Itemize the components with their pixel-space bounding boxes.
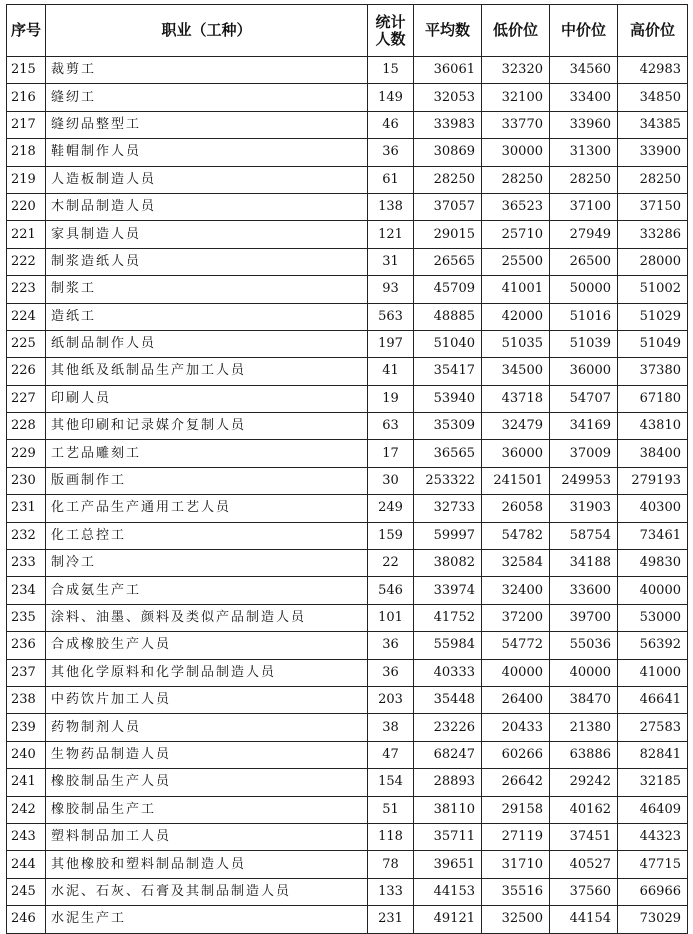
cell-occupation: 橡胶制品生产工 <box>46 796 368 823</box>
cell-count: 30 <box>368 467 414 494</box>
cell-low: 37200 <box>482 604 550 631</box>
cell-seq: 243 <box>7 823 46 850</box>
cell-low: 20433 <box>482 714 550 741</box>
cell-seq: 246 <box>7 906 46 933</box>
cell-count: 203 <box>368 686 414 713</box>
cell-seq: 223 <box>7 276 46 303</box>
cell-count: 19 <box>368 385 414 412</box>
table-row <box>7 276 688 303</box>
cell-count: 133 <box>368 878 414 905</box>
cell-count: 101 <box>368 604 414 631</box>
cell-seq: 244 <box>7 851 46 878</box>
table-row <box>7 714 688 741</box>
cell-mid: 40162 <box>550 796 618 823</box>
cell-seq: 233 <box>7 550 46 577</box>
cell-low: 32584 <box>482 550 550 577</box>
table-row <box>7 522 688 549</box>
cell-mid: 44154 <box>550 906 618 933</box>
cell-low: 42000 <box>482 303 550 330</box>
cell-low: 241501 <box>482 467 550 494</box>
cell-occupation: 化工总控工 <box>46 522 368 549</box>
cell-count: 47 <box>368 741 414 768</box>
table-row <box>7 84 688 111</box>
cell-avg: 38110 <box>414 796 482 823</box>
header-high: 高价位 <box>618 5 688 57</box>
table-row <box>7 166 688 193</box>
cell-occupation: 家具制造人员 <box>46 221 368 248</box>
cell-occupation: 涂料、油墨、颜料及类似产品制造人员 <box>46 604 368 631</box>
cell-occupation: 工艺品雕刻工 <box>46 440 368 467</box>
cell-high: 46641 <box>618 686 688 713</box>
cell-avg: 39651 <box>414 851 482 878</box>
cell-occupation: 其他纸及纸制品生产加工人员 <box>46 358 368 385</box>
cell-high: 49830 <box>618 550 688 577</box>
cell-count: 36 <box>368 139 414 166</box>
cell-seq: 230 <box>7 467 46 494</box>
cell-seq: 242 <box>7 796 46 823</box>
cell-occupation: 制浆造纸人员 <box>46 248 368 275</box>
cell-occupation: 生物药品制造人员 <box>46 741 368 768</box>
cell-low: 41001 <box>482 276 550 303</box>
cell-count: 38 <box>368 714 414 741</box>
cell-low: 30000 <box>482 139 550 166</box>
cell-low: 25710 <box>482 221 550 248</box>
cell-low: 28250 <box>482 166 550 193</box>
cell-mid: 26500 <box>550 248 618 275</box>
cell-mid: 50000 <box>550 276 618 303</box>
cell-mid: 34188 <box>550 550 618 577</box>
cell-avg: 28250 <box>414 166 482 193</box>
cell-avg: 41752 <box>414 604 482 631</box>
cell-mid: 21380 <box>550 714 618 741</box>
cell-high: 41000 <box>618 659 688 686</box>
table-row <box>7 906 688 933</box>
cell-avg: 68247 <box>414 741 482 768</box>
cell-low: 54772 <box>482 632 550 659</box>
cell-avg: 23226 <box>414 714 482 741</box>
cell-occupation: 合成氨生产工 <box>46 577 368 604</box>
cell-avg: 36565 <box>414 440 482 467</box>
cell-avg: 32733 <box>414 495 482 522</box>
cell-high: 73461 <box>618 522 688 549</box>
cell-mid: 27949 <box>550 221 618 248</box>
cell-count: 15 <box>368 57 414 84</box>
cell-high: 56392 <box>618 632 688 659</box>
cell-mid: 33600 <box>550 577 618 604</box>
header-count: 统计人数 <box>368 5 414 57</box>
cell-avg: 32053 <box>414 84 482 111</box>
cell-count: 93 <box>368 276 414 303</box>
table-row <box>7 796 688 823</box>
cell-high: 33286 <box>618 221 688 248</box>
salary-table <box>6 4 688 934</box>
cell-avg: 37057 <box>414 193 482 220</box>
cell-seq: 235 <box>7 604 46 631</box>
cell-high: 66966 <box>618 878 688 905</box>
cell-occupation: 化工产品生产通用工艺人员 <box>46 495 368 522</box>
header-row <box>7 5 688 57</box>
table-body <box>7 57 688 934</box>
cell-high: 53000 <box>618 604 688 631</box>
cell-mid: 34560 <box>550 57 618 84</box>
table-row <box>7 385 688 412</box>
cell-occupation: 缝纫品整型工 <box>46 111 368 138</box>
cell-mid: 28250 <box>550 166 618 193</box>
cell-high: 33900 <box>618 139 688 166</box>
cell-low: 27119 <box>482 823 550 850</box>
cell-high: 279193 <box>618 467 688 494</box>
table-row <box>7 193 688 220</box>
cell-mid: 39700 <box>550 604 618 631</box>
cell-low: 51035 <box>482 330 550 357</box>
cell-seq: 225 <box>7 330 46 357</box>
cell-count: 231 <box>368 906 414 933</box>
cell-count: 51 <box>368 796 414 823</box>
cell-high: 27583 <box>618 714 688 741</box>
table-row <box>7 111 688 138</box>
cell-seq: 236 <box>7 632 46 659</box>
cell-occupation: 人造板制造人员 <box>46 166 368 193</box>
header-low: 低价位 <box>482 5 550 57</box>
cell-seq: 216 <box>7 84 46 111</box>
cell-avg: 33983 <box>414 111 482 138</box>
cell-occupation: 塑料制品加工人员 <box>46 823 368 850</box>
cell-seq: 239 <box>7 714 46 741</box>
cell-seq: 238 <box>7 686 46 713</box>
cell-high: 32185 <box>618 769 688 796</box>
cell-low: 36523 <box>482 193 550 220</box>
cell-mid: 51039 <box>550 330 618 357</box>
cell-count: 17 <box>368 440 414 467</box>
cell-seq: 219 <box>7 166 46 193</box>
cell-high: 42983 <box>618 57 688 84</box>
cell-avg: 59997 <box>414 522 482 549</box>
cell-mid: 29242 <box>550 769 618 796</box>
cell-occupation: 缝纫工 <box>46 84 368 111</box>
table-row <box>7 823 688 850</box>
table-row <box>7 139 688 166</box>
cell-high: 51049 <box>618 330 688 357</box>
cell-seq: 231 <box>7 495 46 522</box>
cell-occupation: 制冷工 <box>46 550 368 577</box>
cell-occupation: 裁剪工 <box>46 57 368 84</box>
cell-low: 40000 <box>482 659 550 686</box>
cell-occupation: 造纸工 <box>46 303 368 330</box>
cell-seq: 228 <box>7 413 46 440</box>
cell-avg: 45709 <box>414 276 482 303</box>
cell-mid: 54707 <box>550 385 618 412</box>
cell-low: 31710 <box>482 851 550 878</box>
cell-low: 36000 <box>482 440 550 467</box>
cell-avg: 29015 <box>414 221 482 248</box>
cell-seq: 226 <box>7 358 46 385</box>
cell-mid: 33400 <box>550 84 618 111</box>
header-occupation: 职业（工种） <box>46 5 368 57</box>
cell-low: 29158 <box>482 796 550 823</box>
cell-avg: 26565 <box>414 248 482 275</box>
cell-occupation: 印刷人员 <box>46 385 368 412</box>
cell-avg: 55984 <box>414 632 482 659</box>
cell-count: 61 <box>368 166 414 193</box>
cell-avg: 35711 <box>414 823 482 850</box>
cell-count: 22 <box>368 550 414 577</box>
cell-count: 121 <box>368 221 414 248</box>
cell-low: 26400 <box>482 686 550 713</box>
cell-high: 34850 <box>618 84 688 111</box>
cell-avg: 51040 <box>414 330 482 357</box>
cell-count: 31 <box>368 248 414 275</box>
cell-seq: 220 <box>7 193 46 220</box>
cell-seq: 217 <box>7 111 46 138</box>
cell-occupation: 橡胶制品生产人员 <box>46 769 368 796</box>
cell-low: 34500 <box>482 358 550 385</box>
cell-mid: 37100 <box>550 193 618 220</box>
cell-count: 546 <box>368 577 414 604</box>
cell-low: 54782 <box>482 522 550 549</box>
cell-high: 43810 <box>618 413 688 440</box>
table-row <box>7 741 688 768</box>
cell-avg: 28893 <box>414 769 482 796</box>
cell-high: 51002 <box>618 276 688 303</box>
cell-low: 32500 <box>482 906 550 933</box>
cell-avg: 38082 <box>414 550 482 577</box>
cell-occupation: 中药饮片加工人员 <box>46 686 368 713</box>
cell-high: 28250 <box>618 166 688 193</box>
table-row <box>7 659 688 686</box>
cell-mid: 40527 <box>550 851 618 878</box>
cell-count: 41 <box>368 358 414 385</box>
cell-occupation: 制浆工 <box>46 276 368 303</box>
cell-mid: 37560 <box>550 878 618 905</box>
cell-mid: 51016 <box>550 303 618 330</box>
cell-avg: 35309 <box>414 413 482 440</box>
cell-high: 47715 <box>618 851 688 878</box>
cell-occupation: 合成橡胶生产人员 <box>46 632 368 659</box>
table-row <box>7 440 688 467</box>
cell-avg: 53940 <box>414 385 482 412</box>
cell-mid: 31903 <box>550 495 618 522</box>
cell-count: 563 <box>368 303 414 330</box>
cell-mid: 31300 <box>550 139 618 166</box>
cell-count: 36 <box>368 632 414 659</box>
cell-seq: 221 <box>7 221 46 248</box>
cell-count: 46 <box>368 111 414 138</box>
table-row <box>7 851 688 878</box>
cell-count: 118 <box>368 823 414 850</box>
table-row <box>7 632 688 659</box>
cell-avg: 35417 <box>414 358 482 385</box>
cell-seq: 232 <box>7 522 46 549</box>
cell-mid: 58754 <box>550 522 618 549</box>
cell-occupation: 药物制剂人员 <box>46 714 368 741</box>
cell-count: 63 <box>368 413 414 440</box>
cell-high: 82841 <box>618 741 688 768</box>
cell-mid: 40000 <box>550 659 618 686</box>
cell-occupation: 版画制作工 <box>46 467 368 494</box>
cell-high: 34385 <box>618 111 688 138</box>
cell-occupation: 水泥生产工 <box>46 906 368 933</box>
table-row <box>7 413 688 440</box>
table-row <box>7 358 688 385</box>
table-row <box>7 604 688 631</box>
cell-occupation: 水泥、石灰、石膏及其制品制造人员 <box>46 878 368 905</box>
cell-seq: 224 <box>7 303 46 330</box>
header-seq: 序号 <box>7 5 46 57</box>
cell-low: 25500 <box>482 248 550 275</box>
cell-seq: 234 <box>7 577 46 604</box>
table-row <box>7 550 688 577</box>
cell-count: 78 <box>368 851 414 878</box>
table-row <box>7 769 688 796</box>
cell-avg: 33974 <box>414 577 482 604</box>
cell-seq: 229 <box>7 440 46 467</box>
cell-mid: 55036 <box>550 632 618 659</box>
cell-avg: 35448 <box>414 686 482 713</box>
cell-mid: 38470 <box>550 686 618 713</box>
cell-mid: 63886 <box>550 741 618 768</box>
table-header <box>7 5 688 57</box>
cell-count: 154 <box>368 769 414 796</box>
cell-seq: 215 <box>7 57 46 84</box>
cell-occupation: 其他橡胶和塑料制品制造人员 <box>46 851 368 878</box>
cell-avg: 253322 <box>414 467 482 494</box>
cell-seq: 245 <box>7 878 46 905</box>
table-row <box>7 686 688 713</box>
cell-mid: 249953 <box>550 467 618 494</box>
cell-low: 32479 <box>482 413 550 440</box>
cell-seq: 237 <box>7 659 46 686</box>
cell-high: 37150 <box>618 193 688 220</box>
cell-high: 40300 <box>618 495 688 522</box>
cell-occupation: 鞋帽制作人员 <box>46 139 368 166</box>
cell-high: 28000 <box>618 248 688 275</box>
cell-avg: 49121 <box>414 906 482 933</box>
cell-count: 197 <box>368 330 414 357</box>
cell-avg: 44153 <box>414 878 482 905</box>
cell-high: 51029 <box>618 303 688 330</box>
cell-high: 38400 <box>618 440 688 467</box>
cell-mid: 33960 <box>550 111 618 138</box>
table-row <box>7 330 688 357</box>
cell-seq: 240 <box>7 741 46 768</box>
cell-low: 35516 <box>482 878 550 905</box>
cell-mid: 37451 <box>550 823 618 850</box>
table-row <box>7 57 688 84</box>
cell-mid: 36000 <box>550 358 618 385</box>
cell-low: 26058 <box>482 495 550 522</box>
cell-high: 67180 <box>618 385 688 412</box>
table-row <box>7 303 688 330</box>
cell-count: 149 <box>368 84 414 111</box>
cell-count: 36 <box>368 659 414 686</box>
cell-high: 40000 <box>618 577 688 604</box>
cell-avg: 30869 <box>414 139 482 166</box>
cell-seq: 241 <box>7 769 46 796</box>
cell-occupation: 其他印刷和记录媒介复制人员 <box>46 413 368 440</box>
cell-seq: 222 <box>7 248 46 275</box>
cell-avg: 36061 <box>414 57 482 84</box>
cell-low: 43718 <box>482 385 550 412</box>
cell-occupation: 其他化学原料和化学制品制造人员 <box>46 659 368 686</box>
cell-high: 37380 <box>618 358 688 385</box>
cell-low: 32100 <box>482 84 550 111</box>
cell-count: 249 <box>368 495 414 522</box>
table-row <box>7 467 688 494</box>
cell-occupation: 纸制品制作人员 <box>46 330 368 357</box>
table-row <box>7 495 688 522</box>
cell-occupation: 木制品制造人员 <box>46 193 368 220</box>
cell-high: 73029 <box>618 906 688 933</box>
cell-low: 33770 <box>482 111 550 138</box>
cell-low: 32400 <box>482 577 550 604</box>
cell-high: 46409 <box>618 796 688 823</box>
cell-low: 26642 <box>482 769 550 796</box>
table-row <box>7 221 688 248</box>
cell-count: 138 <box>368 193 414 220</box>
cell-count: 159 <box>368 522 414 549</box>
cell-low: 60266 <box>482 741 550 768</box>
cell-avg: 48885 <box>414 303 482 330</box>
cell-low: 32320 <box>482 57 550 84</box>
cell-seq: 227 <box>7 385 46 412</box>
header-mid: 中价位 <box>550 5 618 57</box>
table-row <box>7 248 688 275</box>
table-row <box>7 577 688 604</box>
table-row <box>7 878 688 905</box>
cell-high: 44323 <box>618 823 688 850</box>
cell-mid: 37009 <box>550 440 618 467</box>
cell-avg: 40333 <box>414 659 482 686</box>
cell-seq: 218 <box>7 139 46 166</box>
header-avg: 平均数 <box>414 5 482 57</box>
cell-mid: 34169 <box>550 413 618 440</box>
